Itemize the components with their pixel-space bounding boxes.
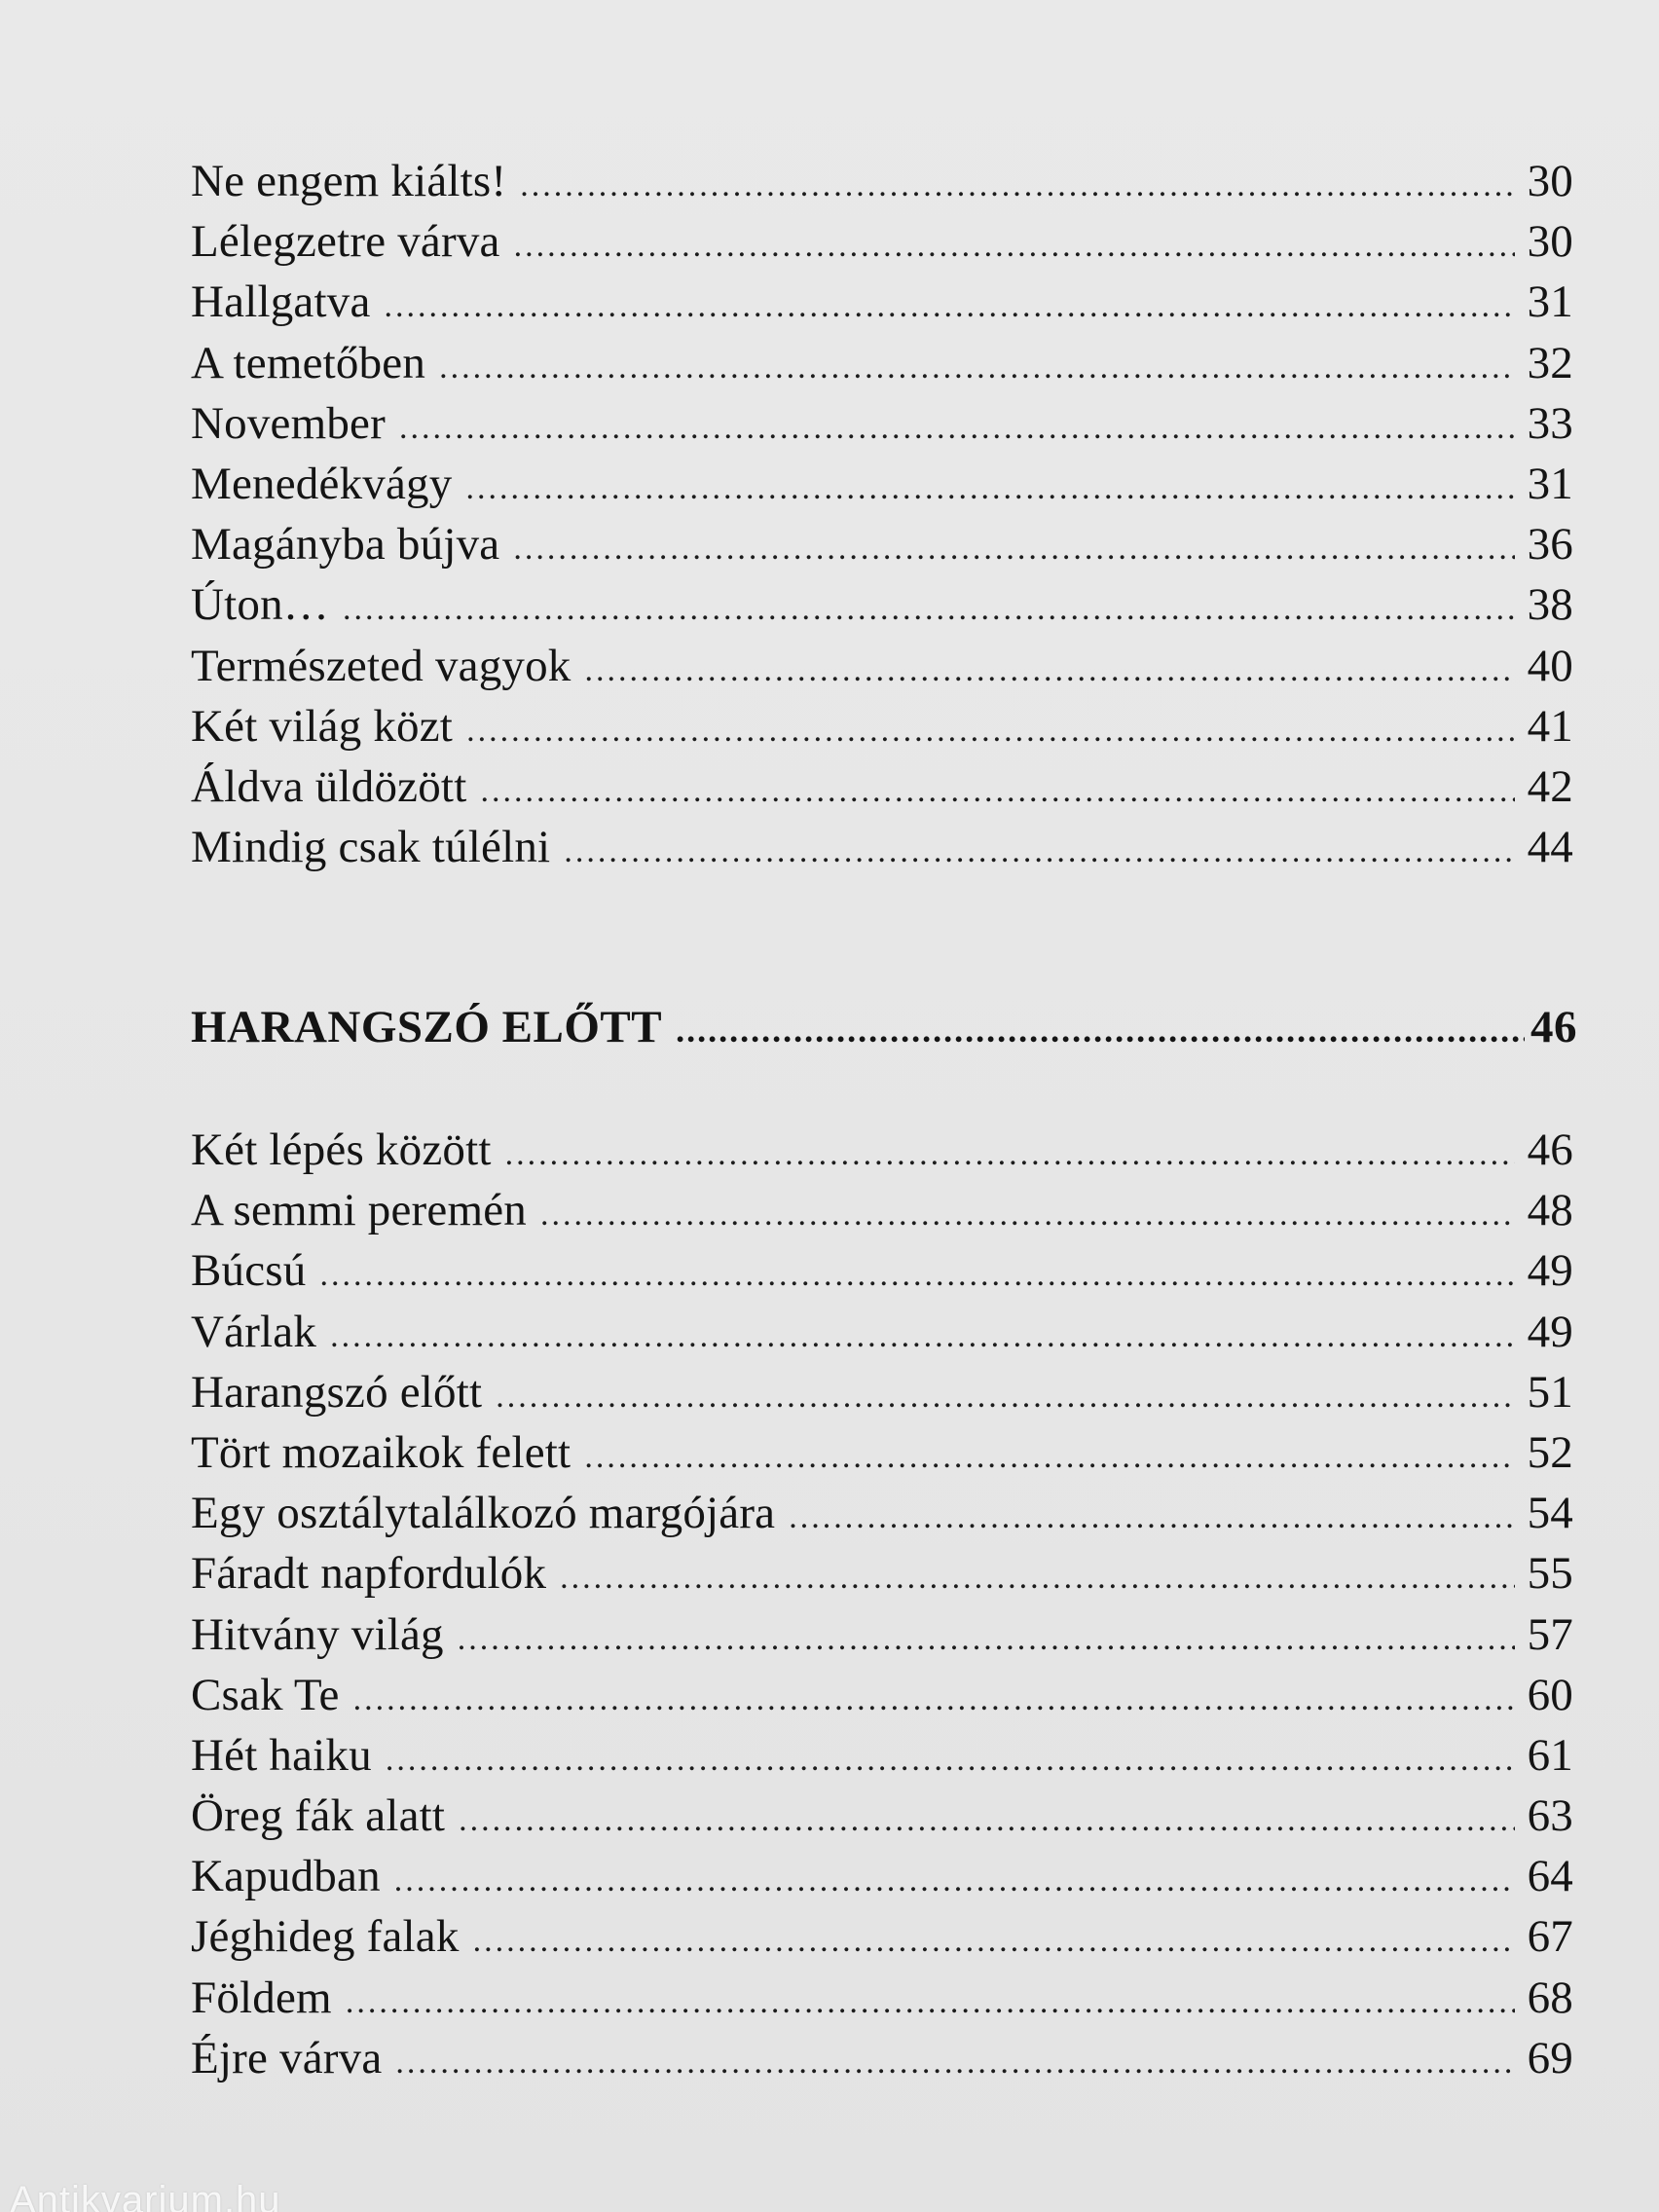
toc-entry — [191, 756, 1573, 817]
toc-entry — [191, 1725, 1573, 1786]
dot-leader — [465, 459, 1515, 519]
watermark-text: Antikvarium.hu — [10, 2179, 281, 2212]
toc-entry-title: Jéghideg falak — [191, 1911, 460, 1963]
toc-entry — [191, 1483, 1573, 1543]
toc-entry — [191, 454, 1573, 514]
toc-entry-page: 33 — [1527, 397, 1573, 449]
dot-leader — [343, 579, 1515, 640]
toc-entry — [191, 574, 1573, 635]
dot-leader — [466, 701, 1515, 761]
dot-leader — [480, 761, 1515, 822]
toc-entry-title: Kapudban — [191, 1851, 381, 1902]
dot-leader — [473, 1911, 1515, 1972]
toc-entry-title: Földem — [191, 1972, 332, 2023]
toc-entry-page: 57 — [1527, 1608, 1573, 1660]
toc-entry-title: Harangszó előtt — [191, 1366, 483, 1418]
toc-entry-title: Várlak — [191, 1306, 317, 1357]
toc-entry-page: 46 — [1527, 1124, 1573, 1175]
toc-entry-page: 30 — [1527, 156, 1573, 206]
toc-entry-page: 64 — [1527, 1851, 1573, 1902]
dot-leader — [385, 276, 1516, 337]
toc-entry-page: 49 — [1527, 1245, 1573, 1297]
toc-entry — [191, 151, 1573, 211]
toc-entry-page: 68 — [1527, 1972, 1573, 2023]
toc-entry-title: Hallgatva — [191, 276, 371, 328]
toc-entry-page: 51 — [1527, 1366, 1573, 1418]
toc-entry — [191, 817, 1573, 877]
toc-entry — [191, 211, 1573, 272]
toc-entry — [191, 1120, 1573, 1180]
toc-entry — [191, 1422, 1573, 1483]
toc-entry — [191, 1665, 1573, 1725]
section-title: HARANGSZÓ ELŐTT — [191, 1002, 663, 1052]
toc-list-part2 — [191, 1120, 1573, 2088]
toc-entry-title: Hitvány világ — [191, 1608, 444, 1660]
toc-entry-title: Ne engem kiálts! — [191, 156, 507, 206]
toc-entry-page: 32 — [1527, 337, 1573, 388]
toc-entry — [191, 1362, 1573, 1422]
toc-entry-title: A semmi peremén — [191, 1185, 527, 1236]
toc-entry-title: Egy osztálytalálkozó margójára — [191, 1488, 776, 1539]
toc-entry-page: 55 — [1527, 1548, 1573, 1600]
dot-leader — [353, 1670, 1515, 1730]
toc-entry-title: Éjre várva — [191, 2032, 383, 2083]
toc-list-part1 — [191, 151, 1573, 877]
toc-entry-page: 31 — [1527, 458, 1573, 509]
toc-entry-page: 36 — [1527, 519, 1573, 571]
dot-leader — [496, 1367, 1515, 1427]
dot-leader — [564, 822, 1515, 882]
toc-entry-title: Áldva üldözött — [191, 760, 467, 812]
toc-entry — [191, 1786, 1573, 1846]
toc-entry-page: 69 — [1527, 2032, 1573, 2083]
dot-leader — [584, 1427, 1515, 1488]
toc-entry-title: Lélegzetre várva — [191, 216, 500, 268]
section-page: 46 — [1530, 1002, 1577, 1052]
toc-entry-page: 49 — [1527, 1306, 1573, 1357]
dot-leader — [789, 1488, 1515, 1548]
toc-entry-page: 40 — [1527, 640, 1573, 691]
dot-leader — [513, 519, 1515, 579]
toc-entry-page: 60 — [1527, 1669, 1573, 1720]
toc-entry-page: 38 — [1527, 579, 1573, 631]
toc-entry — [191, 1604, 1573, 1665]
toc-entry — [191, 393, 1573, 454]
toc-entry-page: 54 — [1527, 1488, 1573, 1539]
toc-entry — [191, 696, 1573, 756]
dot-leader — [540, 1185, 1515, 1245]
toc-entry-page: 31 — [1527, 276, 1573, 328]
toc-entry-page: 67 — [1527, 1911, 1573, 1963]
toc-entry — [191, 333, 1573, 393]
toc-entry-page: 42 — [1527, 760, 1573, 812]
toc-entry — [191, 1968, 1573, 2028]
toc-entry-title: Tört mozaikok felett — [191, 1426, 571, 1478]
toc-entry — [191, 1543, 1573, 1604]
toc-entry-page: 48 — [1527, 1185, 1573, 1236]
dot-leader — [346, 1972, 1515, 2033]
toc-entry-title: Két világ közt — [191, 700, 454, 752]
toc-entry-page: 30 — [1527, 216, 1573, 268]
dot-leader — [520, 156, 1515, 216]
dot-leader — [505, 1124, 1515, 1185]
toc-entry-page: 44 — [1527, 822, 1573, 873]
toc-entry-page: 63 — [1527, 1790, 1573, 1842]
dot-leader — [514, 216, 1515, 276]
toc-entry-title: Fáradt napfordulók — [191, 1548, 547, 1600]
toc-entry-page: 61 — [1527, 1729, 1573, 1781]
dot-leader — [395, 2033, 1515, 2093]
toc-entry — [191, 1906, 1573, 1967]
dot-leader — [458, 1609, 1515, 1670]
dot-leader — [439, 338, 1515, 398]
dot-leader — [394, 1851, 1515, 1911]
dot-leader — [560, 1548, 1515, 1608]
dot-leader — [676, 998, 1525, 1062]
toc-entry-page: 41 — [1527, 700, 1573, 752]
toc-entry — [191, 636, 1573, 696]
toc-entry-title: Természeted vagyok — [191, 640, 571, 691]
toc-entry-title: Úton… — [191, 579, 329, 631]
toc-entry — [191, 514, 1573, 574]
dot-leader — [399, 398, 1515, 459]
toc-entry-title: Mindig csak túlélni — [191, 822, 551, 873]
toc-entry-title: November — [191, 397, 386, 449]
toc-entry-title: Menedékvágy — [191, 458, 453, 509]
toc-entry-page: 52 — [1527, 1426, 1573, 1478]
dot-leader — [330, 1307, 1515, 1367]
dot-leader — [459, 1790, 1515, 1851]
toc-entry-title: A temetőben — [191, 337, 426, 388]
toc-entry — [191, 1240, 1573, 1301]
toc-entry-title: Hét haiku — [191, 1729, 372, 1781]
toc-entry — [191, 1180, 1573, 1240]
toc-entry-title: Két lépés között — [191, 1124, 492, 1175]
toc-entry — [191, 272, 1573, 332]
toc-entry — [191, 2028, 1573, 2088]
toc-entry-title: Búcsú — [191, 1245, 307, 1297]
toc-entry — [191, 1846, 1573, 1906]
toc-entry-title: Magányba bújva — [191, 519, 500, 571]
toc-entry — [191, 1302, 1573, 1362]
dot-leader — [320, 1245, 1516, 1306]
dot-leader — [386, 1730, 1515, 1790]
toc-entry-title: Öreg fák alatt — [191, 1790, 446, 1842]
section-heading — [191, 995, 1577, 1062]
toc-entry-title: Csak Te — [191, 1669, 340, 1720]
dot-leader — [585, 641, 1515, 701]
